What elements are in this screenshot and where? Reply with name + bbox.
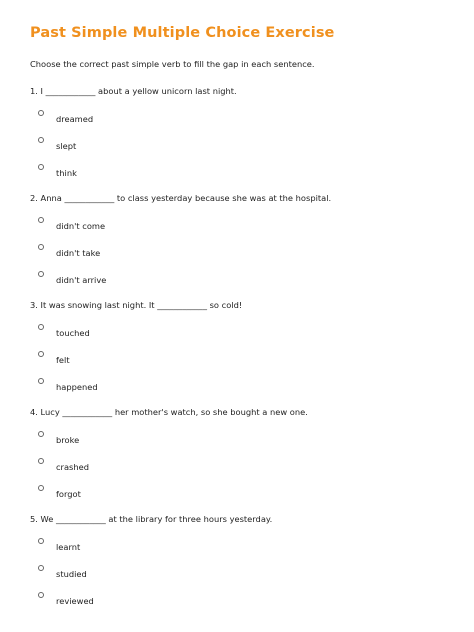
radio-button[interactable] bbox=[38, 565, 44, 571]
question-1-option-1[interactable] bbox=[38, 110, 238, 130]
radio-button[interactable] bbox=[38, 351, 44, 357]
radio-button[interactable] bbox=[38, 110, 44, 116]
option-label: reviewed bbox=[56, 596, 94, 606]
question-5-option-2[interactable] bbox=[38, 565, 238, 585]
question-4-option-2[interactable] bbox=[38, 458, 238, 478]
question-2-text: 2. Anna ____________ to class yesterday because she was at the hospital. bbox=[30, 193, 332, 203]
question-3-option-3[interactable] bbox=[38, 378, 238, 398]
question-1-option-2[interactable] bbox=[38, 137, 238, 157]
radio-button[interactable] bbox=[38, 164, 44, 170]
option-label: slept bbox=[56, 141, 77, 151]
question-3-option-1[interactable] bbox=[38, 324, 238, 344]
question-4-text: 4. Lucy ____________ her mother's watch, so she bought a new one. bbox=[30, 407, 308, 417]
radio-button[interactable] bbox=[38, 244, 44, 250]
option-label: learnt bbox=[56, 542, 81, 552]
radio-button[interactable] bbox=[38, 485, 44, 491]
radio-button[interactable] bbox=[38, 592, 44, 598]
option-label: dreamed bbox=[56, 114, 94, 124]
option-label: felt bbox=[56, 355, 70, 365]
question-2-option-2[interactable] bbox=[38, 244, 238, 264]
radio-button[interactable] bbox=[38, 217, 44, 223]
page-title: Past Simple Multiple Choice Exercise bbox=[30, 25, 335, 41]
radio-button[interactable] bbox=[38, 431, 44, 437]
option-label: happened bbox=[56, 382, 98, 392]
option-label: didn't arrive bbox=[56, 275, 107, 285]
radio-button[interactable] bbox=[38, 271, 44, 277]
question-3-option-2[interactable] bbox=[38, 351, 238, 371]
question-1-text: 1. I ____________ about a yellow unicorn last night. bbox=[30, 86, 237, 96]
question-2-option-1[interactable] bbox=[38, 217, 238, 237]
option-label: think bbox=[56, 168, 77, 178]
option-label: crashed bbox=[56, 462, 90, 472]
radio-button[interactable] bbox=[38, 137, 44, 143]
option-label: broke bbox=[56, 435, 80, 445]
question-5-option-1[interactable] bbox=[38, 538, 238, 558]
question-4-option-1[interactable] bbox=[38, 431, 238, 451]
option-label: studied bbox=[56, 569, 87, 579]
option-label: didn't take bbox=[56, 248, 101, 258]
question-4-option-3[interactable] bbox=[38, 485, 238, 505]
radio-button[interactable] bbox=[38, 538, 44, 544]
question-5-text: 5. We ____________ at the library for three hours yesterday. bbox=[30, 514, 273, 524]
option-label: forgot bbox=[56, 489, 81, 499]
question-2-option-3[interactable] bbox=[38, 271, 238, 291]
option-label: didn't come bbox=[56, 221, 106, 231]
radio-button[interactable] bbox=[38, 458, 44, 464]
radio-button[interactable] bbox=[38, 378, 44, 384]
instructions-text: Choose the correct past simple verb to fill the gap in each sentence. bbox=[30, 59, 315, 69]
question-3-text: 3. It was snowing last night. It ____________ so cold! bbox=[30, 300, 243, 310]
question-5-option-3[interactable] bbox=[38, 592, 238, 612]
question-1-option-3[interactable] bbox=[38, 164, 238, 184]
option-label: touched bbox=[56, 328, 90, 338]
radio-button[interactable] bbox=[38, 324, 44, 330]
